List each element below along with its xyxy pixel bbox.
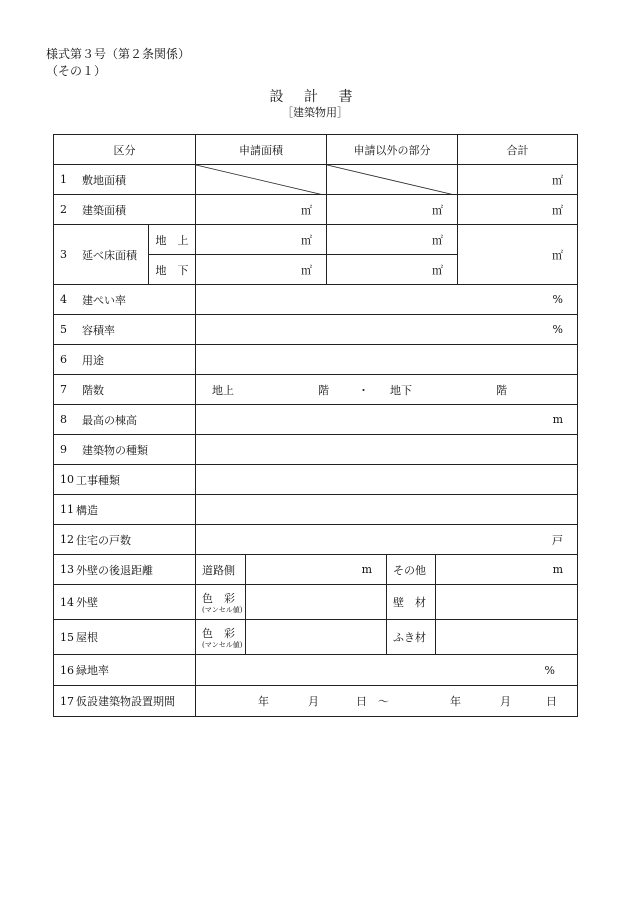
row-13-other-label (386, 554, 436, 585)
start-month-unit: 月 (308, 695, 319, 708)
unit-percent: % (544, 663, 555, 677)
unit-m2: ㎡ (432, 263, 443, 277)
row-3-text: 延べ床面積 (82, 248, 137, 262)
row-12-value[interactable] (195, 524, 578, 555)
roof-material-text: ふき材 (393, 631, 426, 644)
row-11-text: 構造 (76, 503, 98, 517)
unit-percent: % (552, 323, 563, 336)
floors-below-unit: 階 (496, 383, 507, 397)
row-14-text: 外壁 (76, 596, 98, 609)
row-3-above-other[interactable] (326, 224, 458, 255)
row-13-text: 外壁の後退距離 (76, 563, 153, 577)
unit-m2: ㎡ (552, 203, 563, 217)
row-3-below-label (148, 254, 196, 285)
row-17-text: 仮設建築物設置期間 (76, 695, 175, 708)
row-9-text: 建築物の種類 (82, 443, 148, 457)
unit-m: m (552, 413, 563, 426)
row-2-other[interactable] (326, 194, 458, 225)
row-17-label (53, 685, 196, 717)
row-14-material-label (386, 584, 436, 620)
row-6-no: 6 (60, 353, 67, 366)
header-other-cell (326, 134, 458, 165)
row-14-color-value[interactable] (245, 584, 387, 620)
row-15-label (53, 619, 196, 655)
row-5-text: 容積率 (82, 323, 115, 337)
row-2-applied[interactable] (195, 194, 327, 225)
row-1-other-diagonal (326, 164, 458, 195)
row-3-above-label (148, 224, 196, 255)
row-12-label (53, 524, 196, 555)
row-14-color-label (195, 584, 246, 620)
page-subtitle: ［建築物用］ (282, 106, 348, 119)
unit-m2: ㎡ (552, 248, 563, 262)
row-7-no: 7 (60, 383, 67, 396)
row-16-text: 緑地率 (76, 664, 109, 677)
row-1-label (53, 164, 196, 195)
row-4-value[interactable] (195, 284, 578, 315)
floors-above-unit: 階 (318, 383, 329, 397)
unit-m2: ㎡ (552, 173, 563, 187)
row-9-label (53, 434, 196, 465)
wall-material-text: 壁 材 (393, 596, 426, 609)
row-5-value[interactable] (195, 314, 578, 345)
munsell-text: (マンセル値) (202, 640, 243, 649)
road-side-text: 道路側 (202, 563, 235, 577)
floors-below-label: 地下 (390, 383, 412, 397)
row-10-no: 10 (60, 473, 74, 486)
unit-m: m (361, 563, 372, 576)
row-15-no: 15 (60, 630, 74, 644)
row-15-color-label (195, 619, 246, 655)
unit-m2: ㎡ (432, 203, 443, 217)
row-11-value[interactable] (195, 494, 578, 525)
unit-ko: 戸 (552, 533, 563, 547)
form-number: 様式第３号（第２条関係） (46, 47, 191, 61)
other-side-text: その他 (393, 563, 426, 577)
row-15-text: 屋根 (76, 631, 98, 644)
row-3-label (53, 224, 149, 285)
row-9-value[interactable] (195, 434, 578, 465)
row-3-total[interactable] (457, 224, 578, 285)
row-17-no: 17 (60, 694, 74, 708)
header-total-text: 合計 (506, 143, 529, 157)
row-1-total[interactable] (457, 164, 578, 195)
row-3-above-applied[interactable] (195, 224, 327, 255)
row-3-below-text: 地 下 (155, 263, 189, 277)
header-kubun-text: 区分 (113, 143, 136, 157)
row-3-below-other[interactable] (326, 254, 458, 285)
header-other-text: 申請以外の部分 (353, 143, 431, 157)
header-total-cell (457, 134, 578, 165)
row-5-no: 5 (60, 323, 67, 336)
row-6-text: 用途 (82, 353, 104, 367)
row-9-no: 9 (60, 443, 67, 456)
unit-m2: ㎡ (432, 233, 443, 247)
row-13-label (53, 554, 196, 585)
row-10-value[interactable] (195, 464, 578, 495)
diagonal-line-2 (327, 165, 458, 195)
row-3-above-text: 地 上 (155, 233, 189, 247)
row-4-label (53, 284, 196, 315)
row-7-label (53, 374, 196, 405)
row-7-value[interactable] (195, 374, 578, 405)
row-7-text: 階数 (82, 383, 104, 397)
start-day-unit: 日 (356, 695, 367, 708)
diagonal-line-1 (196, 165, 327, 195)
row-8-label (53, 404, 196, 435)
row-13-road-value[interactable] (245, 554, 387, 585)
separator-dot: ・ (358, 383, 369, 397)
row-5-label (53, 314, 196, 345)
header-applied-text: 申請面積 (239, 143, 283, 157)
unit-percent: % (552, 293, 563, 306)
row-12-text: 住宅の戸数 (76, 533, 131, 547)
row-10-label (53, 464, 196, 495)
end-month-unit: 月 (500, 695, 511, 708)
row-13-no: 13 (60, 563, 74, 576)
row-15-material-label (386, 619, 436, 655)
row-3-below-applied[interactable] (195, 254, 327, 285)
unit-m2: ㎡ (301, 263, 312, 277)
color-text: 色 彩 (202, 626, 235, 640)
row-13-road-label (195, 554, 246, 585)
period-tilde: ～ (378, 695, 389, 708)
row-14-material-value[interactable] (435, 584, 578, 620)
row-1-text: 敷地面積 (82, 173, 126, 187)
row-6-value[interactable] (195, 344, 578, 375)
row-4-text: 建ぺい率 (82, 293, 126, 307)
row-6-label (53, 344, 196, 375)
row-12-no: 12 (60, 533, 74, 546)
row-8-value[interactable] (195, 404, 578, 435)
row-16-label (53, 654, 196, 686)
row-13-other-value[interactable] (435, 554, 578, 585)
row-11-no: 11 (60, 503, 74, 516)
row-1-no: 1 (60, 173, 67, 186)
floors-above-label: 地上 (212, 383, 234, 397)
row-2-no: 2 (60, 203, 67, 216)
row-3-no: 3 (60, 248, 67, 261)
row-15-material-value[interactable] (435, 619, 578, 655)
row-2-text: 建築面積 (82, 203, 126, 217)
start-year-unit: 年 (258, 695, 269, 708)
page-title: 設 計 書 (269, 89, 361, 105)
munsell-text: (マンセル値) (202, 605, 243, 614)
row-2-total[interactable] (457, 194, 578, 225)
header-applied-cell (195, 134, 327, 165)
header-kubun-cell (53, 134, 196, 165)
end-year-unit: 年 (450, 695, 461, 708)
row-14-no: 14 (60, 595, 74, 609)
row-4-no: 4 (60, 293, 67, 306)
row-8-text: 最高の棟高 (82, 413, 137, 427)
end-day-unit: 日 (546, 695, 557, 708)
unit-m2: ㎡ (301, 203, 312, 217)
row-15-color-value[interactable] (245, 619, 387, 655)
unit-m2: ㎡ (301, 233, 312, 247)
row-16-no: 16 (60, 663, 74, 677)
unit-m: m (552, 563, 563, 576)
row-11-label (53, 494, 196, 525)
row-8-no: 8 (60, 413, 67, 426)
row-10-text: 工事種類 (76, 473, 120, 487)
row-16-value[interactable] (195, 654, 578, 686)
color-text: 色 彩 (202, 591, 235, 605)
row-1-applied-diagonal (195, 164, 327, 195)
row-17-value[interactable] (195, 685, 578, 717)
part-label: （その１） (46, 64, 107, 78)
row-2-label (53, 194, 196, 225)
design-grid (53, 134, 578, 717)
row-14-label (53, 584, 196, 620)
